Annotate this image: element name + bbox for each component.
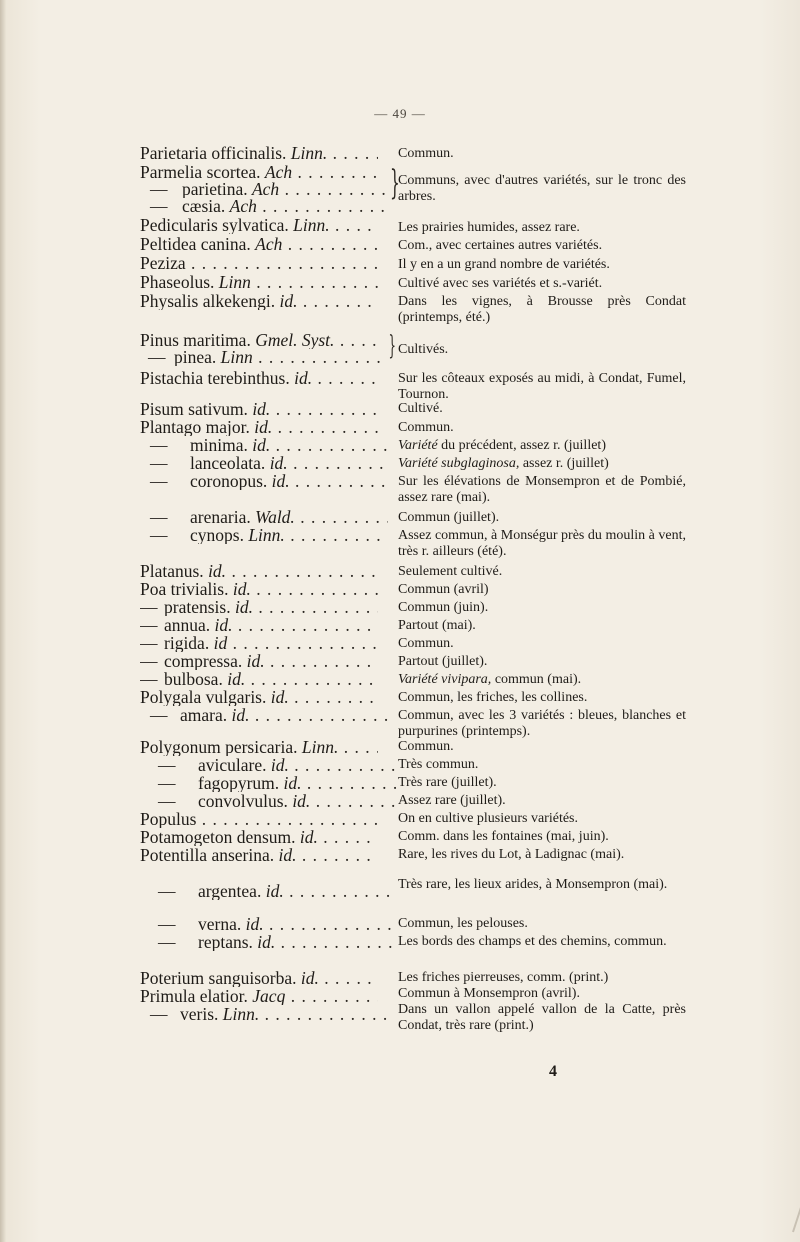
- species-name: Potentilla anserina. id. . . .: [140, 847, 378, 864]
- species-name: Primula elatior. Jacq . . .: [140, 988, 378, 1005]
- species-name: — reptans. id. . . .: [140, 934, 396, 951]
- species-description: Comm. dans les fontaines (mai, juin).: [398, 829, 609, 844]
- species-name: Phaseolus. Linn . . .: [140, 274, 378, 291]
- species-name: Pinus maritima. Gmel. Syst. . . .: [140, 332, 378, 349]
- species-name: — verna. id. . . .: [140, 916, 396, 933]
- species-description: Variété du précédent, assez r. (juillet): [398, 438, 606, 453]
- species-description: Commun.: [398, 636, 454, 651]
- species-name: Pedicularis sylvatica. Linn. . . .: [140, 217, 378, 234]
- group-brace: }: [389, 163, 400, 203]
- species-name: Pistachia terebinthus. id. . . .: [140, 370, 378, 387]
- species-name: — amara. id. . . .: [140, 707, 388, 724]
- species-description: Seulement cultivé.: [398, 564, 503, 579]
- species-name: — cynops. Linn. . . .: [140, 527, 388, 544]
- species-description: Commun.: [398, 146, 454, 161]
- species-name: — bulbosa. id. . . .: [140, 671, 378, 688]
- species-description: Variété vivipara, commun (mai).: [398, 672, 582, 687]
- species-name: — pinea. Linn . . .: [140, 349, 386, 366]
- species-description: Très rare, les lieux arides, à Monsempron (mai).: [398, 877, 668, 892]
- species-description: Communs, avec d'autres variétés, sur le tronc des arbres.: [398, 173, 686, 204]
- species-description: On en cultive plusieurs variétés.: [398, 811, 579, 826]
- species-description: Cultivé.: [398, 401, 443, 416]
- species-name: Populus . . .: [140, 811, 378, 828]
- species-description: Les prairies humides, assez rare.: [398, 220, 580, 235]
- species-description: Cultivés.: [398, 342, 449, 357]
- species-description: Com., avec certaines autres variétés.: [398, 238, 603, 253]
- species-description: Cultivé avec ses variétés et s.-variét.: [398, 276, 603, 291]
- species-name: — arenaria. Wald. . . .: [140, 509, 388, 526]
- species-description: Très rare (juillet).: [398, 775, 497, 790]
- species-name: — compressa. id. . . .: [140, 653, 378, 670]
- species-name: Peziza . . .: [140, 255, 378, 272]
- species-name: — rigida. id . . .: [140, 635, 378, 652]
- species-description: Commun.: [398, 739, 454, 754]
- species-description: Partout (juillet).: [398, 654, 488, 669]
- species-name: Polygala vulgaris. id. . . .: [140, 689, 378, 706]
- species-description: Commun (juin).: [398, 600, 489, 615]
- species-name: Peltidea canina. Ach . . .: [140, 236, 378, 253]
- species-description: Sur les élévations de Monsempron et de Pombié, assez rare (mai).: [398, 474, 686, 505]
- species-name: — fagopyrum. id. . . .: [140, 775, 396, 792]
- species-name: — minima. id. . . .: [140, 437, 388, 454]
- species-name: Poterium sanguisorba. id. . . .: [140, 970, 378, 987]
- species-description: Commun.: [398, 420, 454, 435]
- species-description: Dans un vallon appelé vallon de la Catte, près Condat, très rare (print.): [398, 1002, 686, 1033]
- page-number: — 49 —: [374, 106, 426, 121]
- species-description: Il y en a un grand nombre de variétés.: [398, 257, 610, 272]
- species-name: — annua. id. . . .: [140, 617, 378, 634]
- species-description: Assez rare (juillet).: [398, 793, 506, 808]
- species-name: — pratensis. id. . . .: [140, 599, 378, 616]
- species-description: Commun, les friches, les collines.: [398, 690, 588, 705]
- species-name: — lanceolata. id. . . .: [140, 455, 388, 472]
- species-description: Commun (avril): [398, 582, 489, 597]
- group-brace: }: [388, 331, 396, 361]
- species-name: Platanus. id. . . .: [140, 563, 378, 580]
- species-name: Parietaria officinalis. Linn. . . .: [140, 145, 378, 162]
- species-description: Les bords des champs et des chemins, commun.: [398, 934, 667, 949]
- species-description: Commun, les pelouses.: [398, 916, 528, 931]
- species-name: — argentea. id. . . .: [140, 883, 396, 900]
- species-name: — parietina. Ach . . .: [140, 181, 388, 198]
- species-name: Physalis alkekengi. id. . . .: [140, 293, 378, 310]
- species-name: — convolvulus. id. . . .: [140, 793, 396, 810]
- species-name: Poa trivialis. id. . . .: [140, 581, 378, 598]
- species-name: Parmelia scortea. Ach . . .: [140, 164, 378, 181]
- species-name: Potamogeton densum. id. . . .: [140, 829, 378, 846]
- species-description: Commun (juillet).: [398, 510, 500, 525]
- species-description: Commun à Monsempron (avril).: [398, 986, 580, 1001]
- species-description: Très commun.: [398, 757, 479, 772]
- species-description: Variété subglaginosa, assez r. (juillet): [398, 456, 609, 471]
- species-name: — coronopus. id. . . .: [140, 473, 388, 490]
- species-description: Assez commun, à Monségur près du moulin à vent, très r. ailleurs (été).: [398, 528, 686, 559]
- species-name: Polygonum persicaria. Linn. . . .: [140, 739, 378, 756]
- species-name: — cæsia. Ach . . .: [140, 198, 388, 215]
- signature-mark: 4: [549, 1063, 557, 1080]
- species-description: Les friches pierreuses, comm. (print.): [398, 970, 609, 985]
- species-name: — veris. Linn. . . .: [140, 1006, 388, 1023]
- species-name: Pisum sativum. id. . . .: [140, 401, 378, 418]
- species-description: Sur les côteaux exposés au midi, à Condat, Fumel, Tournon.: [398, 371, 686, 402]
- species-description: Commun, avec les 3 variétés : bleues, blanches et purpurines (printemps).: [398, 708, 686, 739]
- species-name: Plantago major. id. . . .: [140, 419, 378, 436]
- species-description: Rare, les rives du Lot, à Ladignac (mai).: [398, 847, 625, 862]
- species-description: Partout (mai).: [398, 618, 476, 633]
- species-name: — aviculare. id. . . .: [140, 757, 396, 774]
- species-description: Dans les vignes, à Brousse près Condat (printemps, été.): [398, 294, 686, 325]
